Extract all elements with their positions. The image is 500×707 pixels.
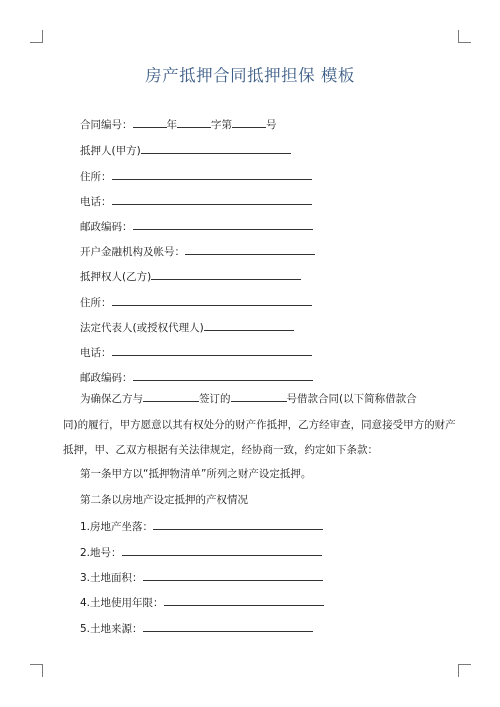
field-blank[interactable] — [141, 142, 291, 154]
field-blank[interactable] — [133, 369, 313, 381]
field-mortgagee — [80, 268, 301, 284]
article-2: 第二条以房地产设定抵押的产权情况 — [80, 494, 248, 506]
hao-text: 号 — [266, 119, 277, 131]
item-land-source — [80, 620, 313, 636]
field-label: 抵押人(甲方) — [80, 145, 141, 157]
item-blank[interactable] — [164, 594, 324, 606]
crop-mark-top-right — [458, 30, 471, 43]
party-blank[interactable] — [143, 390, 199, 402]
item-blank[interactable] — [143, 620, 313, 632]
field-label: 法定代表人(或授权代理人) — [80, 322, 204, 334]
field-mortgagee-phone — [80, 344, 312, 360]
item-label: 5.土地来源： — [80, 623, 143, 635]
item-blank[interactable] — [122, 544, 322, 556]
field-blank[interactable] — [112, 168, 312, 180]
contract-number-label: 合同编号： — [80, 119, 133, 131]
field-blank[interactable] — [112, 193, 312, 205]
field-label: 抵押权人(乙方) — [80, 271, 152, 283]
field-blank[interactable] — [151, 268, 301, 280]
crop-mark-top-left — [30, 30, 43, 43]
item-blank[interactable] — [143, 569, 323, 581]
intro-line-3: 抵押，甲、乙双方根据有关法律规定，经协商一致，约定如下条款： — [63, 444, 378, 456]
loan-contract-no-blank[interactable] — [231, 390, 287, 402]
year-text: 年 — [166, 119, 177, 131]
item-land-area — [80, 569, 323, 585]
item-location — [80, 518, 323, 534]
field-blank[interactable] — [112, 344, 312, 356]
item-blank[interactable] — [153, 518, 323, 530]
field-bank-account — [80, 243, 315, 259]
contract-number-line — [80, 116, 277, 132]
field-mortgagor-address — [80, 168, 312, 184]
item-label: 2.地号： — [80, 547, 122, 559]
item-lot-number — [80, 544, 322, 560]
field-mortgagee-postcode — [80, 369, 313, 385]
item-land-term — [80, 594, 324, 610]
field-label: 电话： — [80, 196, 112, 208]
field-blank[interactable] — [204, 319, 294, 331]
contract-prefix-blank[interactable] — [177, 116, 211, 128]
document-title: 房产抵押合同抵押担保 模板 — [145, 66, 355, 85]
crop-mark-bottom-right — [458, 664, 471, 677]
zidi-text: 字第 — [211, 119, 232, 131]
contract-year-blank[interactable] — [133, 116, 167, 128]
article-1: 第一条甲方以“抵押物清单”所列之财产设定抵押。 — [80, 468, 312, 480]
crop-mark-bottom-left — [30, 664, 43, 677]
item-label: 3.土地面积： — [80, 572, 143, 584]
field-blank[interactable] — [112, 294, 312, 306]
field-label: 住所： — [80, 171, 112, 183]
field-legal-representative — [80, 319, 294, 335]
item-label: 4.土地使用年限： — [80, 597, 164, 609]
intro-line-1: 为确保乙方与 签订的 号借款合同(以下简称借款合 — [63, 387, 437, 413]
field-blank[interactable] — [133, 218, 313, 230]
field-label: 电话： — [80, 347, 112, 359]
item-label: 1.房地产坐落： — [80, 521, 154, 533]
intro-paragraph — [63, 387, 456, 464]
field-mortgagor — [80, 142, 291, 158]
field-label: 邮政编码： — [80, 221, 133, 233]
field-label: 住所： — [80, 297, 112, 309]
contract-number-blank[interactable] — [232, 116, 266, 128]
field-blank[interactable] — [185, 243, 315, 255]
field-mortgagee-address — [80, 294, 312, 310]
field-label: 邮政编码： — [80, 372, 133, 384]
field-mortgagor-postcode — [80, 218, 313, 234]
field-mortgagor-phone — [80, 193, 312, 209]
intro-line-2: 同)的履行，甲方愿意以其有权处分的财产作抵押，乙方经审查，同意接受甲方的财产 — [63, 418, 456, 431]
field-label: 开户金融机构及帐号： — [80, 246, 185, 258]
